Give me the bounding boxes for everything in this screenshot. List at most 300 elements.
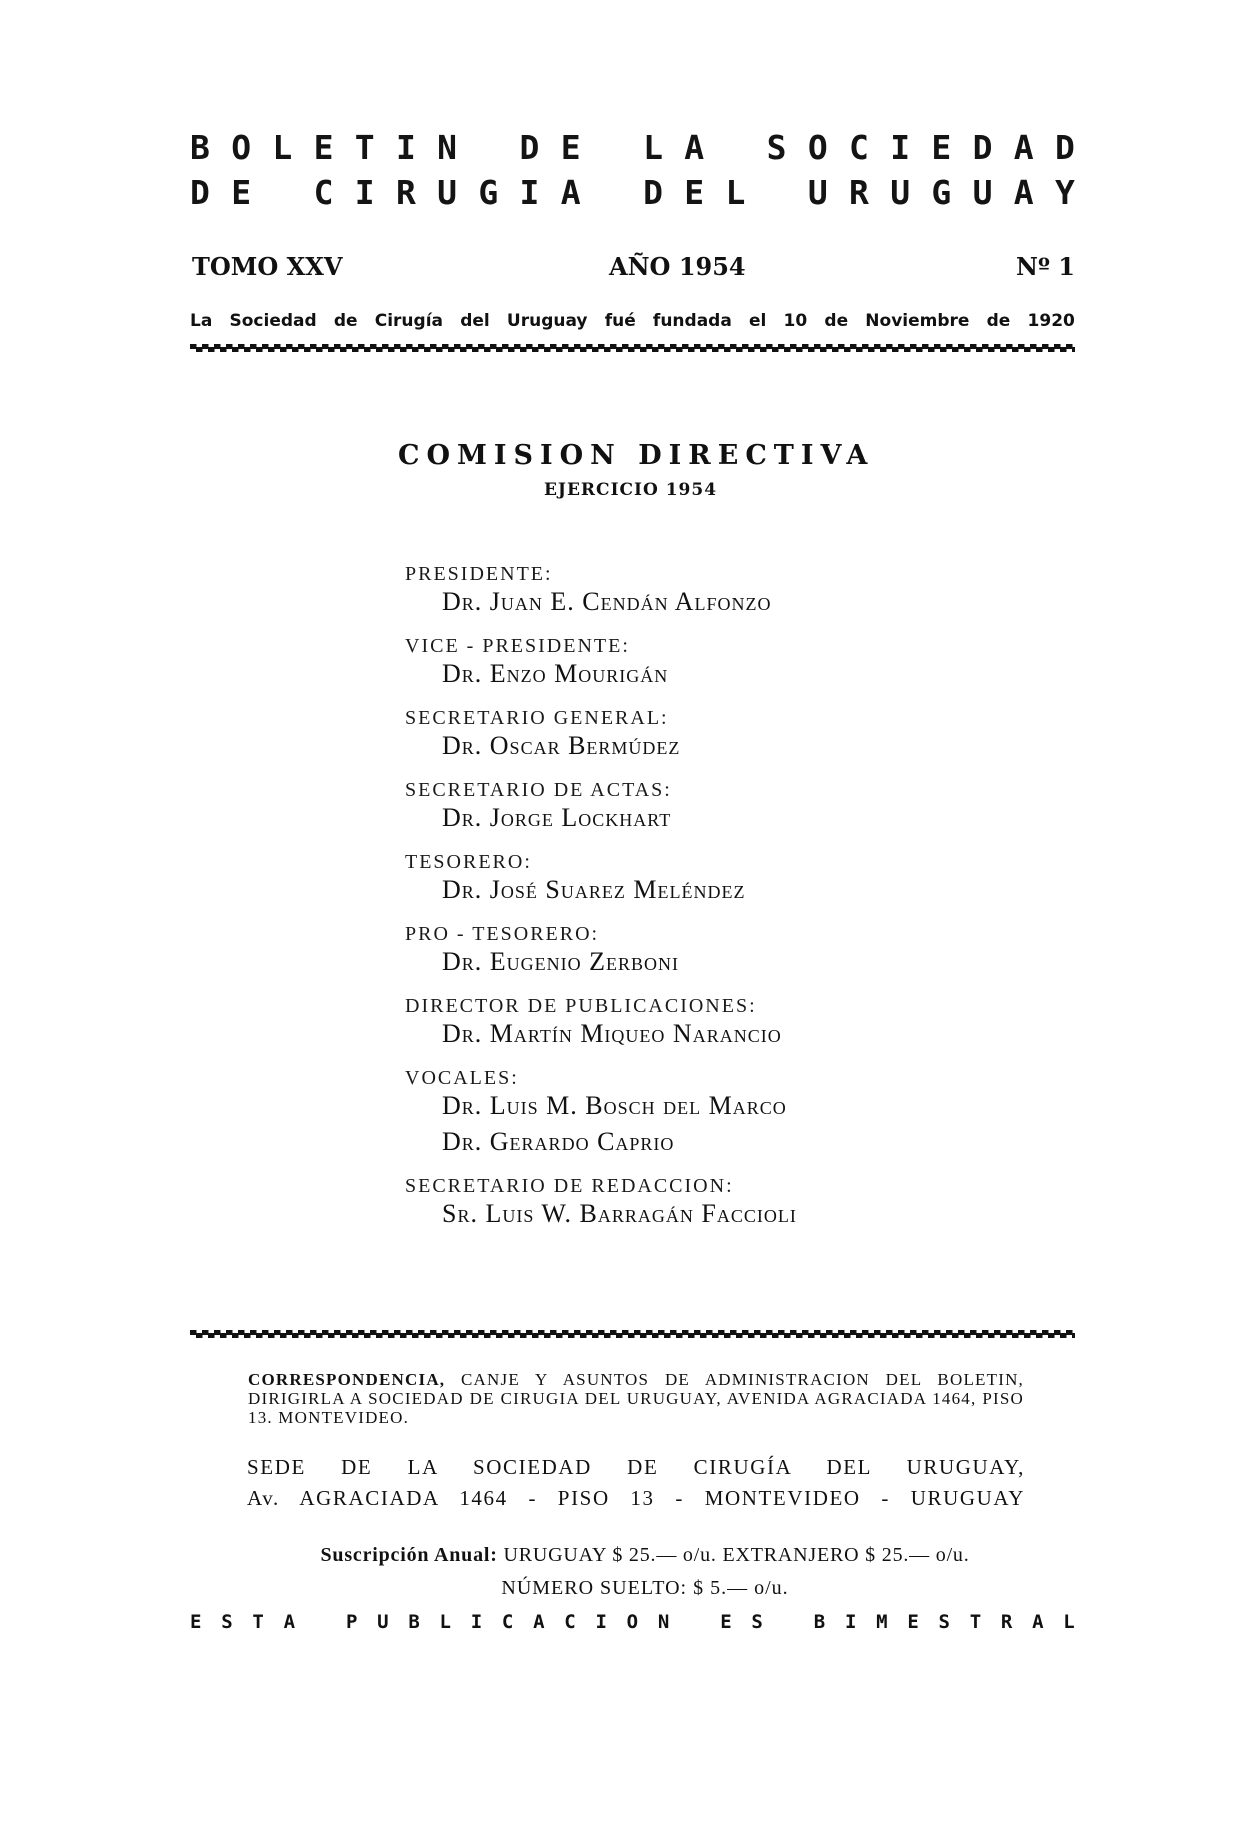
rule-segment (934, 344, 941, 349)
rule-segment (520, 1333, 527, 1338)
rule-segment (622, 1330, 629, 1335)
ornamental-rule-top (190, 343, 1075, 353)
rule-segment (970, 1330, 977, 1335)
rule-segment (742, 344, 749, 349)
rule-segment (508, 1333, 515, 1338)
rule-segment (778, 344, 785, 349)
rule-segment (388, 1333, 395, 1338)
rule-segment (676, 1333, 683, 1338)
officer-entry (405, 706, 965, 762)
rule-segment (898, 344, 905, 349)
rule-segment (238, 344, 245, 349)
rule-segment (1072, 347, 1075, 352)
rule-segment (646, 344, 653, 349)
rule-segment (694, 1330, 701, 1335)
rule-segment (880, 1333, 887, 1338)
rule-segment (1024, 1333, 1031, 1338)
periodicity-statement (190, 1611, 1075, 1633)
rule-segment (190, 1330, 197, 1335)
rule-segment (256, 1333, 263, 1338)
rule-segment (1030, 344, 1037, 349)
rule-segment (340, 347, 347, 352)
rule-segment (754, 344, 761, 349)
rule-segment (862, 1330, 869, 1335)
rule-segment (820, 1333, 827, 1338)
rule-segment (1018, 1330, 1025, 1335)
rule-segment (760, 347, 767, 352)
rule-segment (646, 1330, 653, 1335)
rule-segment (1036, 347, 1043, 352)
officer-entry (405, 1066, 965, 1158)
rule-segment (574, 1330, 581, 1335)
rule-segment (952, 347, 959, 352)
letter: U (890, 173, 911, 212)
word-gap (767, 173, 787, 212)
rule-segment (994, 344, 1001, 349)
rule-segment (700, 347, 707, 352)
rule-segment (406, 344, 413, 349)
officer-role: VOCALES: (405, 1067, 519, 1089)
letter: U (972, 173, 993, 212)
rule-segment (400, 347, 407, 352)
letter: C (313, 173, 334, 212)
rule-segment (196, 347, 203, 352)
rule-segment (244, 1333, 251, 1338)
rule-segment (370, 344, 377, 349)
letter: L (272, 128, 293, 167)
rule-segment (838, 344, 845, 349)
rule-segment (952, 1333, 959, 1338)
rule-segment (226, 344, 233, 349)
officer-entry (405, 778, 965, 834)
rule-segment (634, 344, 641, 349)
officer-role: DIRECTOR DE PUBLICACIONES: (405, 995, 757, 1017)
letter: B (408, 1611, 420, 1633)
rule-segment (382, 1330, 389, 1335)
officer-entry (405, 562, 965, 618)
officer-role: PRESIDENTE: (405, 563, 553, 585)
word: el (749, 311, 767, 331)
word-gap (689, 1611, 700, 1633)
headquarters-line-1: SEDE DE LA SOCIEDAD DE CIRUGÍA DEL URUGUAY, (247, 1455, 1025, 1479)
rule-segment (328, 1333, 335, 1338)
letter: S (751, 1611, 763, 1633)
word: del (460, 311, 490, 331)
word-gap (783, 1611, 794, 1633)
letter: I (519, 173, 540, 212)
rule-segment (892, 1333, 899, 1338)
rule-segment (1012, 347, 1019, 352)
officer-entry (405, 922, 965, 978)
rule-segment (688, 347, 695, 352)
rule-segment (358, 1330, 365, 1335)
rule-segment (724, 1333, 731, 1338)
rule-segment (910, 1330, 917, 1335)
rule-segment (202, 344, 209, 349)
rule-segment (334, 344, 341, 349)
letter: S (221, 1611, 233, 1633)
officer-entry (405, 850, 965, 906)
officer-name: Dr. Eugenio Zerboni (442, 947, 680, 976)
rule-segment (616, 1333, 623, 1338)
rule-segment (664, 1333, 671, 1338)
rule-segment (430, 1330, 437, 1335)
rule-segment (1000, 1333, 1007, 1338)
letter: U (377, 1611, 389, 1633)
letter: E (560, 128, 581, 167)
officer-name: Dr. Martín Miqueo Narancio (442, 1019, 782, 1048)
rule-segment (598, 1330, 605, 1335)
rule-segment (994, 1330, 1001, 1335)
letter: E (231, 173, 252, 212)
rule-segment (874, 1330, 881, 1335)
letter: A (560, 173, 581, 212)
rule-segment (520, 347, 527, 352)
rule-segment (856, 347, 863, 352)
word-gap (725, 128, 745, 167)
letter: L (1063, 1611, 1075, 1633)
rule-segment (760, 1333, 767, 1338)
letter: B (813, 1611, 826, 1633)
rule-segment (364, 347, 371, 352)
rule-segment (880, 347, 887, 352)
rule-segment (790, 344, 797, 349)
rule-segment (496, 347, 503, 352)
rule-segment (808, 1333, 815, 1338)
correspondence-text: CANJE Y ASUNTOS DE ADMINISTRACION DEL BOLETIN, DIRIGIRLA A SOCIEDAD DE CIRUGIA DEL URUGUAY, AVENIDA AGRACIADA 1464, PISO 13. MONTEVIDEO. (248, 1370, 1024, 1427)
rule-segment (682, 1330, 689, 1335)
rule-segment (238, 1330, 245, 1335)
rule-segment (514, 1330, 521, 1335)
rule-segment (1024, 347, 1031, 352)
rule-segment (424, 347, 431, 352)
rule-segment (886, 344, 893, 349)
letter: L (725, 173, 746, 212)
rule-segment (676, 347, 683, 352)
rule-segment (328, 347, 335, 352)
rule-segment (442, 1330, 449, 1335)
rule-segment (436, 347, 443, 352)
letter: U (437, 173, 457, 212)
rule-segment (310, 344, 317, 349)
rule-segment (586, 344, 593, 349)
officer-name: Dr. Oscar Bermúdez (442, 731, 681, 760)
word: de (333, 311, 358, 331)
rule-segment (322, 1330, 329, 1335)
rule-segment (274, 1330, 281, 1335)
letter: B (190, 128, 210, 167)
rule-segment (208, 347, 215, 352)
correspondence-lead: CORRESPONDENCIA, (248, 1370, 446, 1389)
rule-segment (268, 1333, 275, 1338)
rule-segment (460, 347, 467, 352)
rule-segment (868, 1333, 875, 1338)
rule-segment (766, 344, 773, 349)
letter: E (931, 128, 952, 167)
rule-segment (748, 347, 755, 352)
rule-segment (448, 347, 455, 352)
subscription-prices (195, 1544, 1095, 1567)
rule-segment (1018, 344, 1025, 349)
rule-segment (202, 1330, 209, 1335)
rule-segment (1006, 1330, 1013, 1335)
rule-segment (670, 1330, 677, 1335)
founding-statement (190, 311, 1075, 331)
letter: C (849, 128, 869, 167)
rule-segment (538, 1330, 545, 1335)
rule-segment (1066, 1330, 1073, 1335)
rule-segment (802, 344, 809, 349)
letter: G (478, 173, 499, 212)
year-label: AÑO 1954 (609, 252, 746, 281)
letter: D (519, 128, 540, 167)
rule-segment (364, 1333, 371, 1338)
rule-segment (538, 344, 545, 349)
rule-segment (1060, 1333, 1067, 1338)
rule-segment (766, 1330, 773, 1335)
rule-segment (424, 1333, 431, 1338)
rule-segment (1054, 344, 1061, 349)
rule-segment (844, 1333, 851, 1338)
rule-segment (466, 344, 473, 349)
rule-segment (340, 1333, 347, 1338)
rule-segment (376, 347, 383, 352)
rule-segment (784, 347, 791, 352)
word: La (190, 311, 213, 331)
rule-segment (964, 1333, 971, 1338)
officer-role: SECRETARIO GENERAL: (405, 707, 669, 729)
rule-segment (670, 344, 677, 349)
officer-name: Dr. Gerardo Caprio (442, 1127, 675, 1156)
word: fué (604, 311, 636, 331)
rule-segment (976, 1333, 983, 1338)
rule-segment (1012, 1333, 1019, 1338)
rule-segment (778, 1330, 785, 1335)
rule-segment (898, 1330, 905, 1335)
rule-segment (460, 1333, 467, 1338)
letter: O (231, 128, 252, 167)
rule-segment (490, 1330, 497, 1335)
rule-segment (292, 1333, 299, 1338)
rule-segment (844, 347, 851, 352)
rule-segment (532, 1333, 539, 1338)
rule-segment (988, 1333, 995, 1338)
rule-segment (604, 1333, 611, 1338)
rule-segment (484, 1333, 491, 1338)
letter: D (190, 173, 210, 212)
rule-segment (562, 344, 569, 349)
letter: T (969, 1611, 982, 1633)
letter: I (395, 128, 416, 167)
rule-segment (436, 1333, 443, 1338)
rule-segment (802, 1330, 809, 1335)
letter: E (313, 128, 334, 167)
letter: G (931, 173, 952, 212)
officer-entry (405, 994, 965, 1050)
word: de (986, 311, 1011, 331)
rule-segment (286, 1330, 293, 1335)
rule-segment (610, 344, 617, 349)
rule-segment (826, 1330, 833, 1335)
rule-segment (214, 344, 221, 349)
letter: D (972, 128, 993, 167)
rule-segment (772, 1333, 779, 1338)
letter: O (807, 128, 828, 167)
letter: L (643, 128, 663, 167)
rule-segment (718, 344, 725, 349)
rule-segment (220, 1333, 227, 1338)
rule-segment (532, 347, 539, 352)
rule-segment (478, 1330, 485, 1335)
rule-segment (214, 1330, 221, 1335)
rule-segment (346, 344, 353, 349)
letter: E (190, 1611, 202, 1633)
letter: E (684, 173, 705, 212)
rule-segment (658, 344, 665, 349)
rule-segment (928, 1333, 935, 1338)
rule-segment (550, 1330, 557, 1335)
letter: A (684, 128, 705, 167)
word: Uruguay (506, 311, 588, 331)
letter: A (1013, 128, 1034, 167)
rule-segment (724, 347, 731, 352)
rule-segment (730, 344, 737, 349)
rule-segment (832, 1333, 839, 1338)
letter: D (1054, 128, 1075, 167)
rule-segment (784, 1333, 791, 1338)
rule-segment (1048, 347, 1055, 352)
issue-number: Nº 1 (1016, 252, 1075, 281)
rule-segment (946, 1330, 953, 1335)
rule-segment (712, 347, 719, 352)
committee-subtitle: EJERCICIO 1954 (543, 480, 718, 500)
rule-segment (376, 1333, 383, 1338)
rule-segment (262, 344, 269, 349)
rule-segment (610, 1330, 617, 1335)
rule-segment (604, 347, 611, 352)
rule-segment (430, 344, 437, 349)
rule-segment (226, 1330, 233, 1335)
rule-segment (232, 1333, 239, 1338)
letter: L (439, 1611, 451, 1633)
letter: I (354, 173, 375, 212)
rule-segment (502, 344, 509, 349)
rule-segment (244, 347, 251, 352)
journal-title-line-2 (190, 173, 1075, 212)
rule-segment (208, 1333, 215, 1338)
rule-segment (700, 1333, 707, 1338)
rule-segment (586, 1330, 593, 1335)
rule-segment (982, 1330, 989, 1335)
officer-name: Dr. José Suarez Meléndez (442, 875, 746, 904)
rule-segment (958, 1330, 965, 1335)
rule-segment (892, 347, 899, 352)
rule-segment (490, 344, 497, 349)
officer-role: PRO - TESORERO: (405, 923, 600, 945)
letter: S (938, 1611, 950, 1633)
rule-segment (868, 347, 875, 352)
letter: O (626, 1611, 639, 1633)
rule-segment (706, 1330, 713, 1335)
rule-segment (358, 344, 365, 349)
officer-name: Dr. Enzo Mourigán (442, 659, 669, 688)
rule-segment (742, 1330, 749, 1335)
rule-segment (526, 344, 533, 349)
subscription-text: URUGUAY $ 25.— o/u. EXTRANJERO $ 25.— o/u. (497, 1544, 970, 1566)
rule-segment (736, 1333, 743, 1338)
rule-segment (382, 344, 389, 349)
rule-segment (352, 1333, 359, 1338)
journal-title-line-1 (190, 128, 1075, 167)
rule-segment (592, 347, 599, 352)
letter: C (501, 1611, 514, 1633)
rule-segment (736, 347, 743, 352)
rule-segment (640, 347, 647, 352)
rule-segment (754, 1330, 761, 1335)
rule-segment (400, 1333, 407, 1338)
rule-segment (832, 347, 839, 352)
rule-segment (298, 1330, 305, 1335)
rule-segment (502, 1330, 509, 1335)
rule-segment (970, 344, 977, 349)
rule-segment (814, 1330, 821, 1335)
rule-segment (862, 344, 869, 349)
letter: N (437, 128, 457, 167)
rule-segment (1030, 1330, 1037, 1335)
word: fundada (652, 311, 732, 331)
letter: A (533, 1611, 545, 1633)
letter: U (807, 173, 828, 212)
rule-segment (550, 344, 557, 349)
rule-segment (808, 347, 815, 352)
rule-segment (418, 344, 425, 349)
rule-segment (976, 347, 983, 352)
rule-segment (256, 347, 263, 352)
word: de (824, 311, 849, 331)
rule-segment (508, 347, 515, 352)
letter: I (890, 128, 911, 167)
rule-segment (316, 1333, 323, 1338)
rule-segment (514, 344, 521, 349)
rule-segment (412, 347, 419, 352)
letter: A (283, 1611, 296, 1633)
rule-segment (904, 1333, 911, 1338)
rule-segment (568, 347, 575, 352)
rule-segment (562, 1330, 569, 1335)
rule-segment (916, 347, 923, 352)
letter: C (564, 1611, 576, 1633)
rule-segment (544, 1333, 551, 1338)
rule-segment (220, 347, 227, 352)
rule-segment (466, 1330, 473, 1335)
word-gap (272, 173, 292, 212)
officer-entry (405, 634, 965, 690)
rule-segment (472, 1333, 479, 1338)
rule-segment (574, 344, 581, 349)
rule-segment (1036, 1333, 1043, 1338)
rule-segment (820, 347, 827, 352)
letter: R (395, 173, 416, 212)
rule-segment (190, 344, 197, 349)
rule-segment (268, 347, 275, 352)
rule-segment (814, 344, 821, 349)
letter: M (876, 1611, 888, 1633)
rule-segment (664, 347, 671, 352)
officer-name: Dr. Juan E. Cendán Alfonzo (442, 587, 772, 616)
rule-segment (592, 1333, 599, 1338)
rule-segment (250, 1330, 257, 1335)
letter: Y (1054, 173, 1075, 212)
